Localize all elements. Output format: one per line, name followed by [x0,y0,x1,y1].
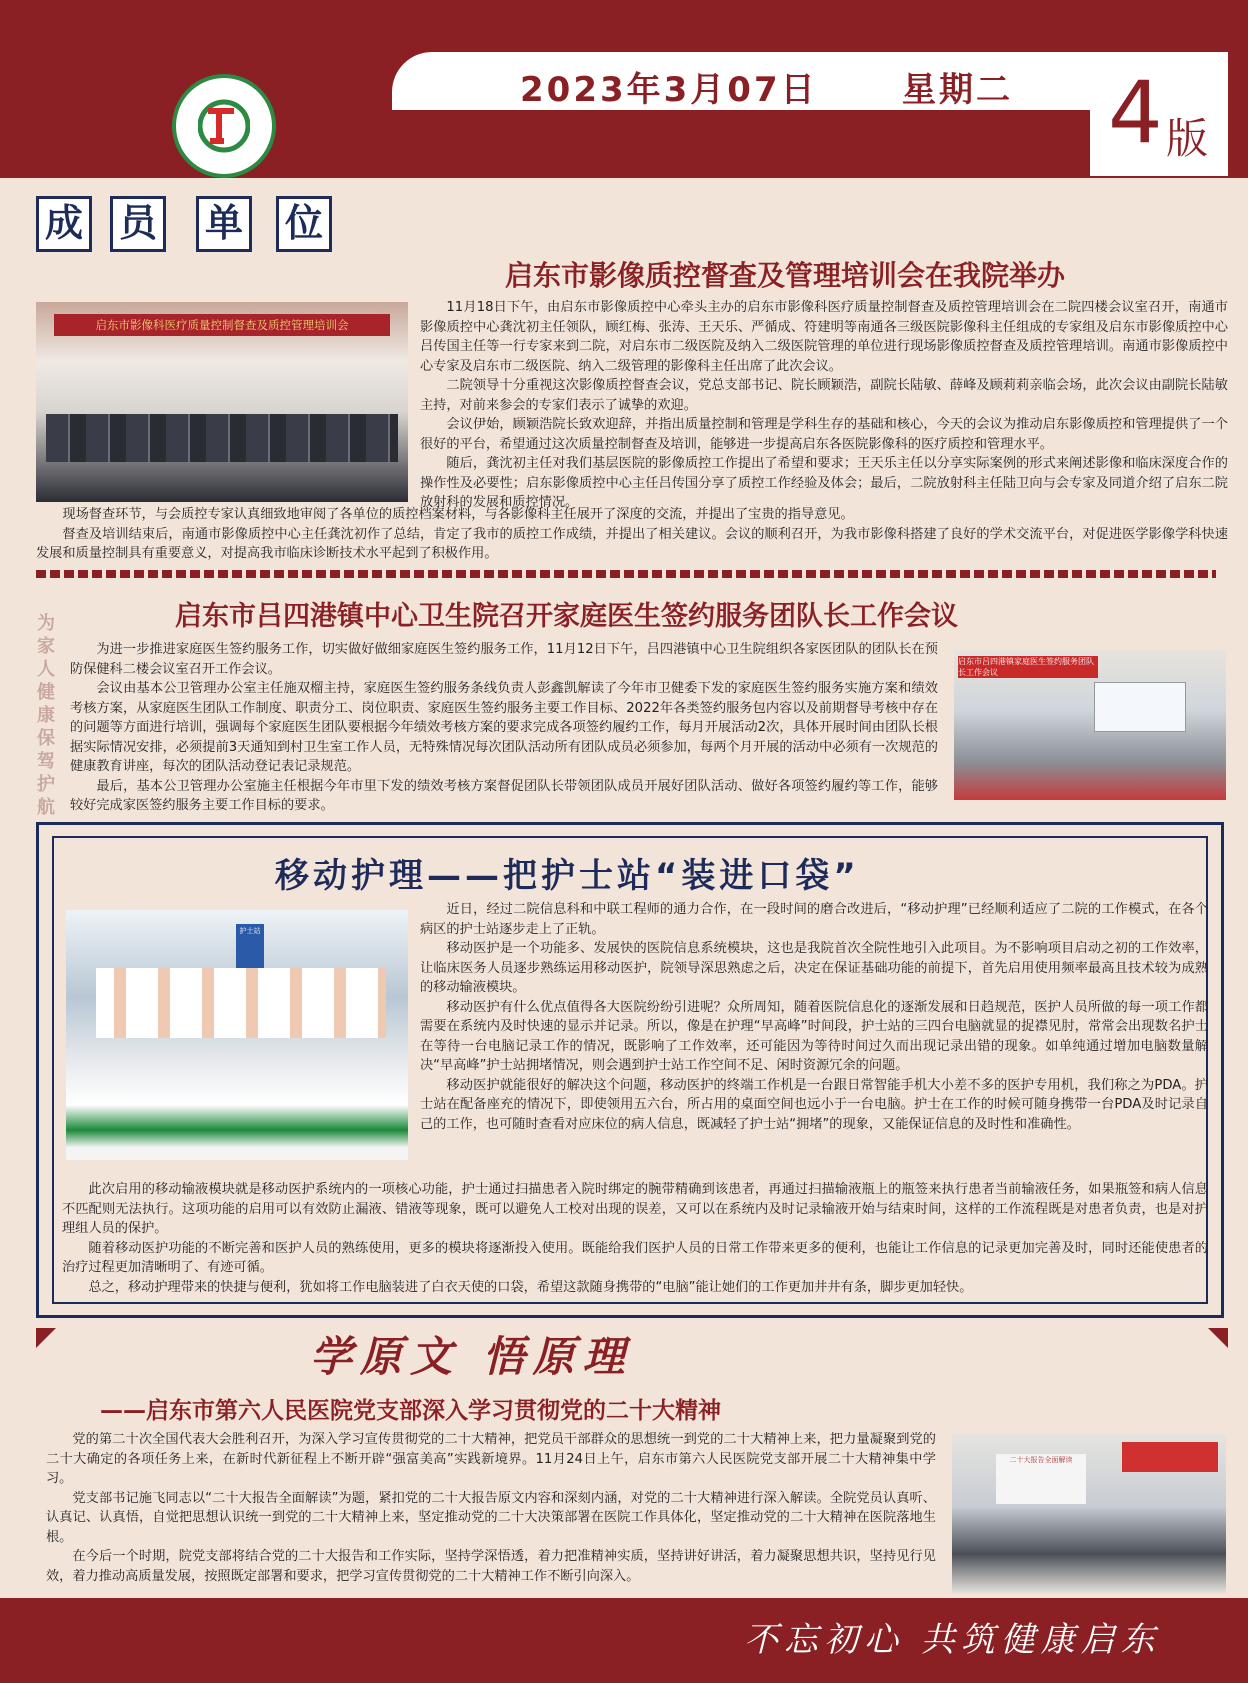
article4-subtitle: ——启东市第六人民医院党支部深入学习贯彻党的二十大精神 [100,1398,721,1424]
photo-banner: 启东市影像科医疗质量控制督查及质控管理培训会 [54,314,390,336]
paragraph: 移动医护是一个功能多、发展快的医院信息系统模块，这也是我院首次全院性地引入此项目。为不影响项目启动之初的工作效率，让临床医务人员逐步熟练运用移动医护，院领导深思熟虑之后，决定在保证基础功能的前提下，首先启用使用频率最高且技术较为成熟的移动输液模块。 [420,941,1208,995]
logo-emblem-icon [198,98,250,154]
party-banner [1122,1442,1218,1472]
corner-decoration [36,1328,56,1348]
paragraph: 总之，移动护理带来的快捷与便利，犹如将工作电脑装进了白衣天使的口袋，希望这款随身携带的“电脑”能让她们的工作更加井井有条，脚步更加轻快。 [88,1279,973,1295]
section-stamp-char: 成 [36,196,92,252]
paragraph: 近日，经过二院信息科和中联工程师的通力合作，在一段时间的磨合改进后，“移动护理”已经顺利适应了二院的工作模式，在各个病区的护士站逐步走上了正轨。 [420,902,1208,937]
article1-photo [36,302,408,502]
section-stamp-char: 位 [276,196,332,252]
photo-nurses [96,968,386,1038]
projector-screen [1094,682,1186,732]
paragraph: 最后，基本公卫管理办公室施主任根据今年市里下发的绩效考核方案督促团队长带领团队成员开展好团队活动、做好各项签约履约等工作，能够较好完成家医签约服务主要工作目标的要求。 [70,778,938,813]
article4-photo [952,1434,1226,1594]
paragraph: 随着移动医护功能的不断完善和医护人员的熟练使用，更多的模块将逐渐投入使用。既能给我们医护人员的日常工作带来更多的便利，也能让工作信息的记录更加完善及时，同时还能使患者的治疗过程更加清晰明了、有迹可循。 [62,1240,1208,1275]
paragraph: 党的第二十次全国代表大会胜利召开，为深入学习宣传贯彻党的二十大精神，把党员干部群众的思想统一到党的二十大精神上来，把力量凝聚到党的二十大确定的各项任务上来，在新时代新征程上不断开辟“强富美高”实践新境界。11月24日上午，启东市第六人民医院党支部开展二十大精神集中学习。 [46,1432,936,1486]
article3-photo [66,910,408,1160]
photo-sign: 护士站 [236,924,264,974]
article1-title: 启东市影像质控督查及管理培训会在我院举办 [505,259,1066,292]
paragraph: 督查及培训结束后，南通市影像质控中心主任龚沈初作了总结，肯定了我市的质控工作成绩，并提出了相关建议。会议的顺利召开，为我市影像科搭建了良好的学术交流平台，对促进医学影像学科快速发展和质量控制具有重要意义，对提高我市临床诊断技术水平起到了积极作用。 [36,526,1228,561]
side-slogan [36,612,56,819]
article3-title: 移动护理——把护士站“装进口袋” [275,856,860,896]
issue-date: 2023年3月07日 [520,70,818,110]
article3-body [420,900,1208,1134]
article2-title: 启东市吕四港镇中心卫生院召开家庭医生签约服务团队长工作会议 [175,601,958,632]
section-stamp-char: 员 [110,196,166,252]
side-slogan-char: 保 [37,728,55,749]
photo-banner: 启东市吕四港镇家庭医生签约服务团队长工作会议 [958,656,1098,678]
photo-people [46,414,398,462]
article3-body-full [62,1180,1208,1297]
side-slogan-char: 健 [37,682,55,703]
footer-slogan: 不忘初心 共筑健康启东 [744,1620,1161,1660]
paragraph: 为进一步推进家庭医生签约服务工作，切实做好做细家庭医生签约服务工作，11月12日下午，吕四港镇中心卫生院组织各家医团队的团队长在预防保健科二楼会议室召开工作会议。 [70,642,938,677]
page-suffix: 版 [1166,114,1209,163]
article2-photo [954,650,1226,800]
article1-body-full [36,505,1228,564]
corner-decoration [1208,1328,1228,1348]
group-logo [172,74,276,178]
paragraph: 移动医护有什么优点值得各大医院纷纷引进呢？众所周知，随着医院信息化的逐渐发展和日趋规范，医护人员所做的每一项工作都需要在系统内及时快速的显示并记录。所以，像是在护理“早高峰”时间段，护士站的三四台电脑就显的捉襟见肘，常常会出现数名护士在等待一台电脑记录工作的情况，既影响了工作效率，还可能因为等待时间过久而出现记录出错的现象。如单纯通过增加电脑数量解决“早高峰”护士站拥堵情况，则会遇到护士站工作空间不足、闲时资源冗余的问题。 [420,999,1208,1073]
article1-body [420,298,1228,513]
paragraph: 移动医护就能很好的解决这个问题，移动医护的终端工作机是一台跟日常智能手机大小差不多的医护专用机，我们称之为PDA。护士站在配备座充的情况下，即使领用五六台，所占用的桌面空间也远小于一台电脑。护士在工作的时候可随身携带一台PDA及时记录自己的工作，也可随时查看对应床位的病人信息，既减轻了护士站“拥堵”的现象，又能保证信息的及时性和准确性。 [420,1077,1208,1132]
side-slogan-char: 为 [37,613,55,634]
side-slogan-char: 航 [37,797,55,818]
article2-body [70,640,938,816]
paragraph: 会议伊始，顾颖浩院长致欢迎辞，并指出质量控制和管理是学科生存的基础和核心，今天的会议为推动启东影像质控和管理提供了一个很好的平台，希望通过这次质量控制督查及培训，能够进一步提高启东各医院影像科的医疗质控和管理水平。 [420,417,1228,452]
paragraph: 此次启用的移动输液模块就是移动医护系统内的一项核心功能，护士通过扫描患者入院时绑定的腕带精确到该患者，再通过扫描输液瓶上的瓶签来执行患者当前输液任务，如果瓶签和病人信息不匹配则无法执行。这项功能的启用可以有效防止漏液、错液等现象，既可以避免人工校对出现的误差，又可以在系统内及时记录输液开始与结束时间，这样的工作流程既是对患者负责，也是对护理组人员的保护。 [62,1182,1208,1236]
paragraph: 现场督查环节，与会质控专家认真细致地审阅了各单位的质控档案材料，与各影像科主任展开了深度的交流，并提出了宝贵的指导意见。 [62,507,854,522]
paragraph: 11月18日下午，由启东市影像质控中心牵头主办的启东市影像科医疗质量控制督查及质控管理培训会在二院四楼会议室召开，南通市影像质控中心龚沈初主任领队，顾红梅、张涛、王天乐、严循成、符建明等南通各三级医院影像科主任组成的专家组及启东市影像质控中心吕传国主任等一行专家来到二院，对启东市二级医院及纳入二级医院管理的单位进行现场影像质控督查及质控管理培训。南通市影像质控中心专家及启东市二级医院、纳入二级管理的影像科主任出席了此次会议。 [420,300,1228,374]
section-divider [36,570,1216,578]
paragraph: 在今后一个时期，院党支部将结合党的二十大报告和工作实际，坚持学深悟透，着力把准精神实质，坚持讲好讲活，着力凝聚思想共识，坚持见行见效，着力推动高质量发展，按照既定部署和要求，把学习宣传贯彻党的二十大精神工作不断引向深入。 [46,1549,936,1584]
presentation-screen: 二十大报告全面解读 [996,1454,1086,1504]
paragraph: 会议由基本公卫管理办公室主任施双榴主持，家庭医生签约服务条线负责人彭鑫凯解读了今年市卫健委下发的家庭医生签约服务实施方案和绩效考核方案，从家庭医生团队工作制度、职责分工、岗位职责、家庭医生签约服务主要工作目标、2022年各类签约服务包内容以及前期督导考核中存在的问题等方面进行培训，强调每个家庭医生团队要根据今年绩效考核方案的要求完成各项签约履约工作，每月开展活动2次，具体开展时间由团队长根据实际情况安排，必须提前3天通知到村卫生室工作人员，无特殊情况每次团队活动所有团队成员必须参加，每两个月开展的活动中必须有一次规范的健康教育讲座，每次的团队活动登记表记录规范。 [70,681,938,774]
paragraph: 随后，龚沈初主任对我们基层医院的影像质控工作提出了希望和要求；王天乐主任以分享实际案例的形式来阐述影像和临床深度合作的操作性及必要性；启东影像质控中心主任吕传国分享了质控工作经验及体会；最后，二院放射科主任陆卫向与会专家及同道介绍了启东二院放射科的发展和质控情况。 [420,456,1228,510]
paragraph: 党支部书记施飞同志以“二十大报告全面解读”为题，紧扣党的二十大报告原文内容和深刻内涵，对党的二十大精神进行深入解读。全院党员认真听、认真记、认真悟，自觉把思想认识统一到党的二十大精神上来，坚定推动党的二十大决策部署在医院工作具体化，坚定推动党的二十大精神在医院落地生根。 [46,1490,936,1545]
side-slogan-char: 驾 [37,751,55,772]
side-slogan-char: 护 [37,774,55,795]
side-slogan-char: 家 [37,636,55,657]
page-number: 4 [1108,63,1163,163]
paragraph: 二院领导十分重视这次影像质控督查会议，党总支部书记、院长顾颖浩，副院长陆敏、薛峰及顾莉莉亲临会场，此次会议由副院长陆敏主持，对前来参会的专家们表示了诚挚的欢迎。 [420,378,1228,413]
article4-body [46,1430,936,1586]
side-slogan-char: 人 [37,659,55,680]
side-slogan-char: 康 [37,705,55,726]
article4-title: 学原文 悟原理 [310,1332,633,1381]
issue-weekday: 星期二 [902,70,1013,110]
section-stamp-char: 单 [196,196,252,252]
